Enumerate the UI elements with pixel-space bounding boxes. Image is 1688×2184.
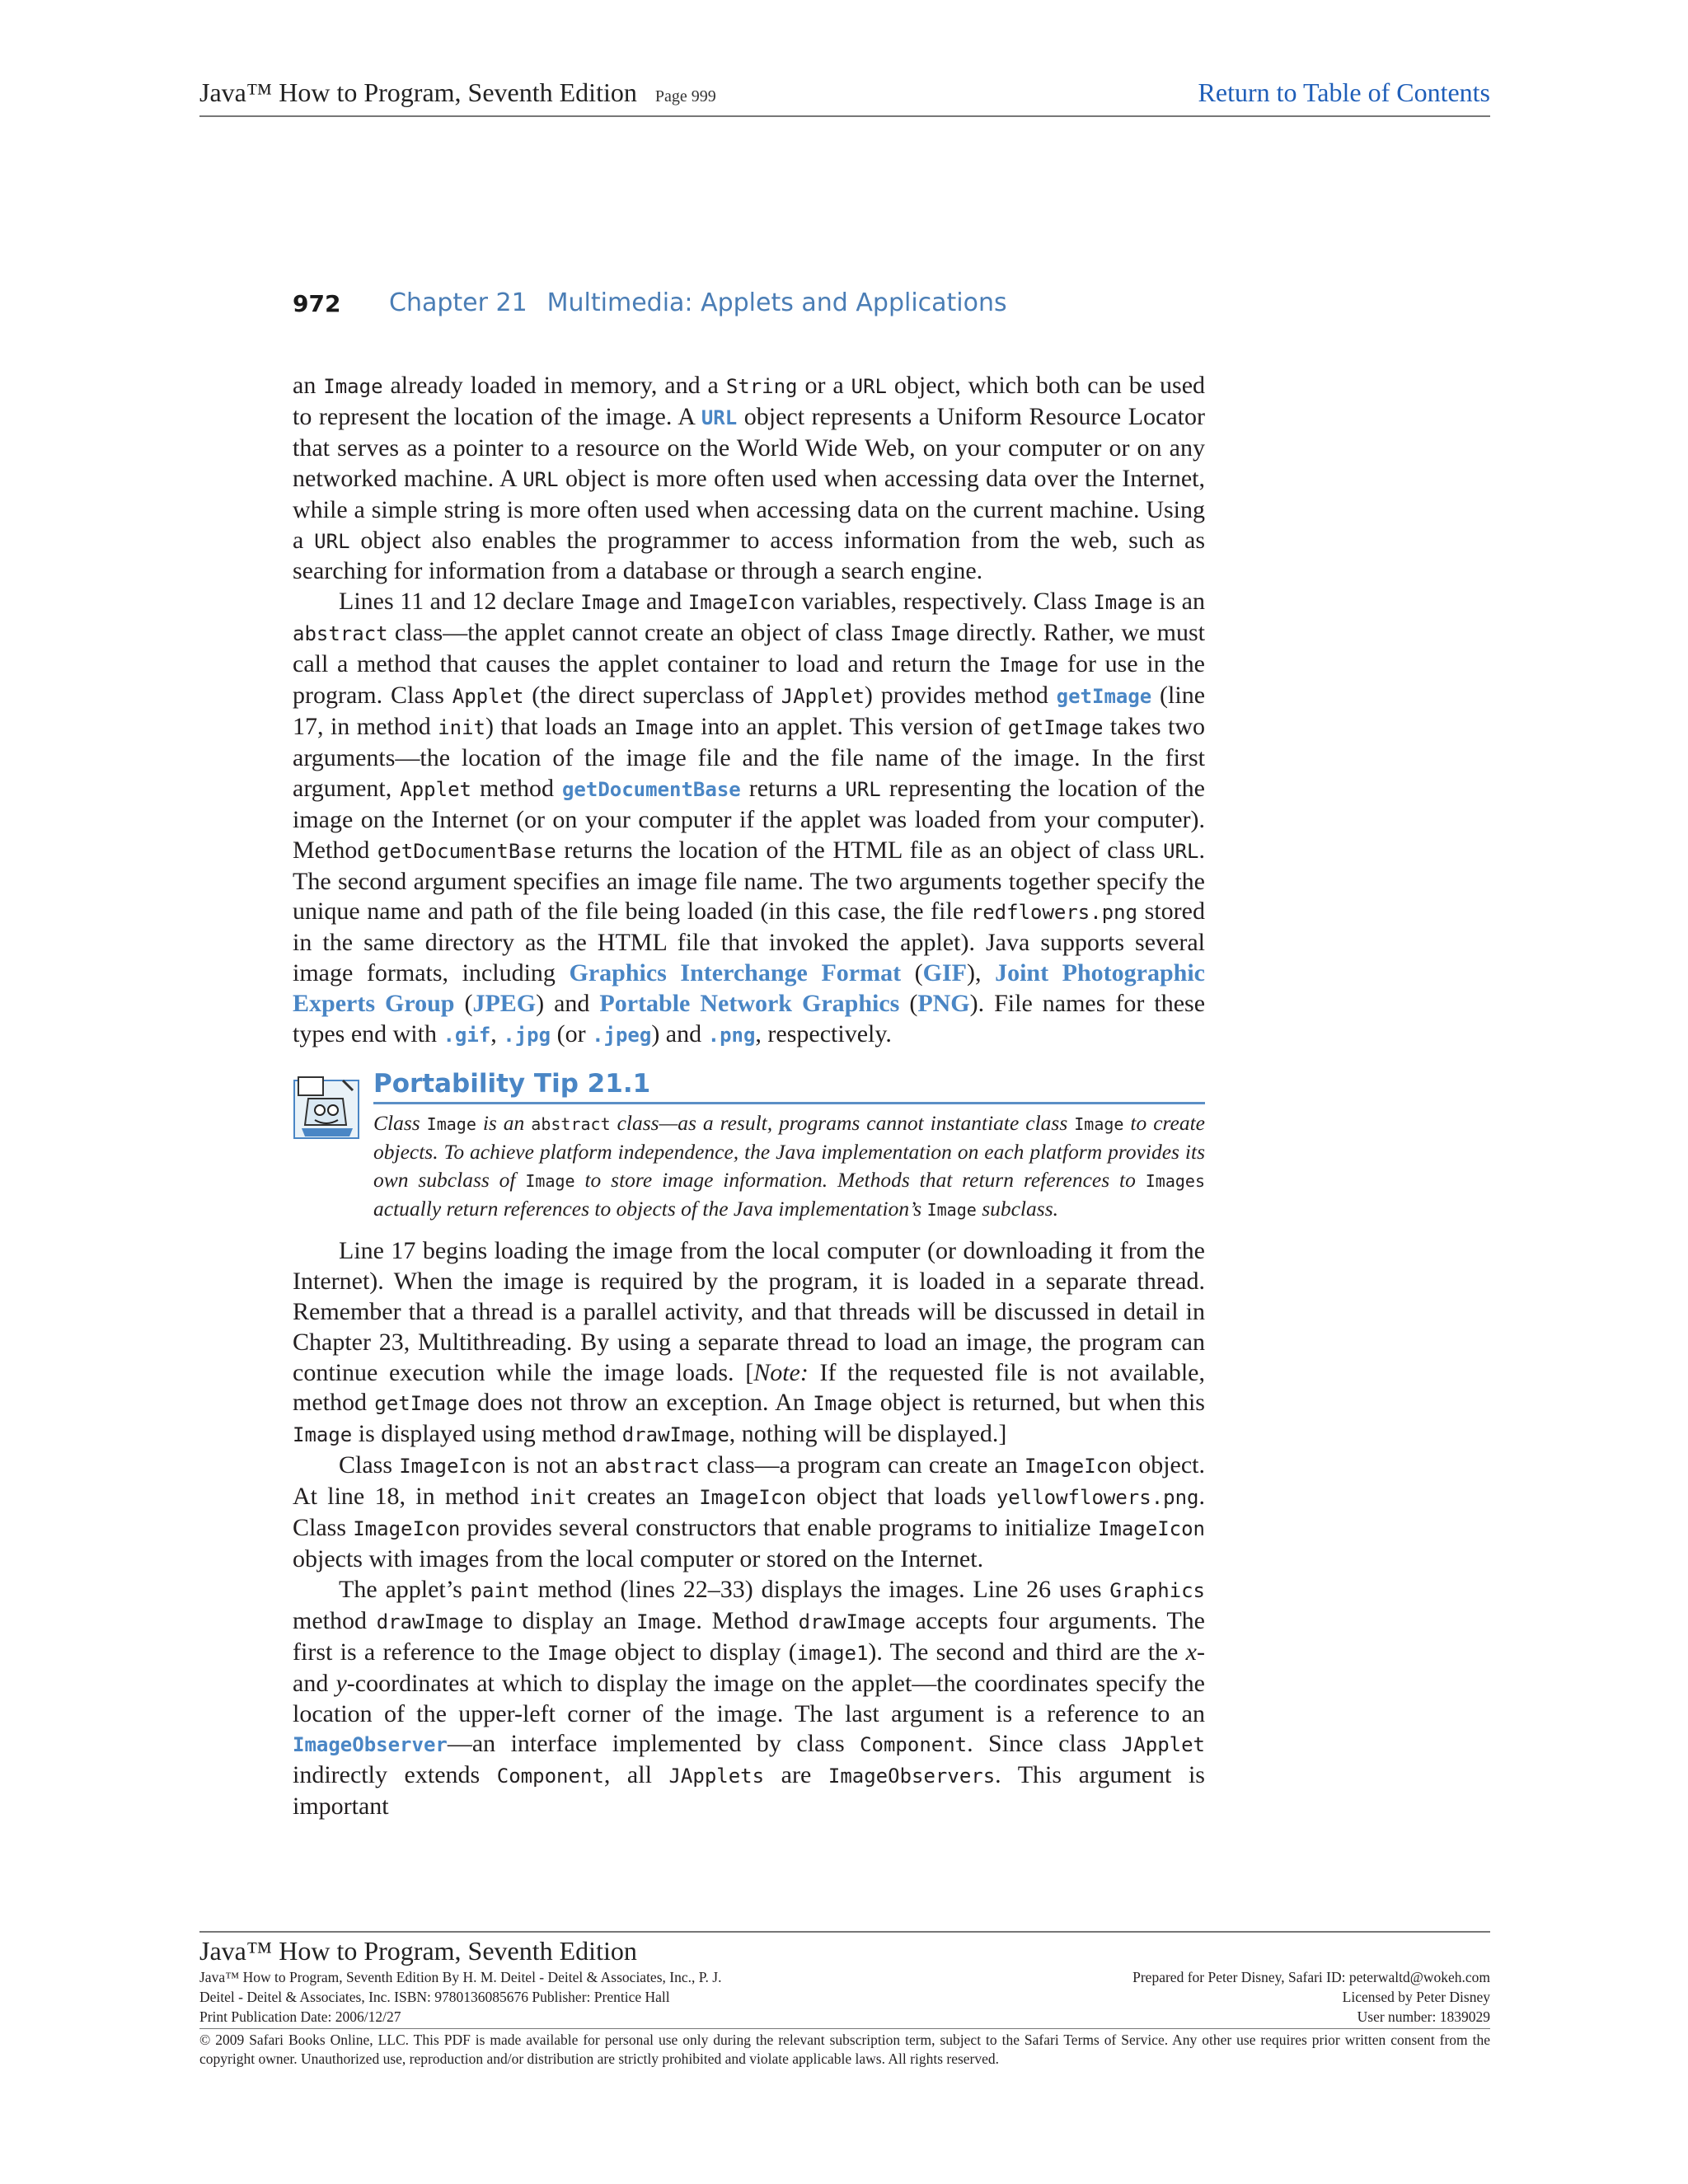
code-term: ImageIcon — [687, 591, 795, 615]
italic-text: y — [335, 1669, 347, 1697]
return-to-toc-link[interactable]: Return to Table of Contents — [1198, 77, 1490, 107]
text-run: already loaded in memory, and a — [382, 372, 726, 399]
code-term: drawImage — [621, 1423, 729, 1447]
key-term-jpeg-format: Joint Photographic Experts Group — [293, 959, 1205, 1018]
text-run: ) and — [536, 990, 600, 1018]
code-term: Image — [546, 1641, 607, 1665]
code-term: Image — [426, 1113, 476, 1134]
text-run: is an — [476, 1110, 532, 1135]
text-run: method — [471, 774, 562, 802]
code-term: abstract — [531, 1113, 611, 1134]
code-term: Component — [496, 1765, 604, 1788]
code-term: URL — [851, 375, 887, 398]
code-term: URL — [523, 467, 559, 491]
header-book-title — [199, 77, 716, 108]
code-term: Graphics — [1109, 1578, 1205, 1602]
code-term: Image — [1093, 591, 1153, 615]
text-run: .png — [707, 1024, 756, 1047]
text-run: .jpeg — [592, 1024, 652, 1047]
text-run: is an — [1152, 588, 1205, 616]
text-run: Prepared for Peter Disney, Safari ID: peterwaltd@wokeh.com — [1132, 1969, 1490, 1985]
code-term: paint — [470, 1578, 530, 1602]
text-run: accepts four arguments. The first is a reference to the — [293, 1606, 1205, 1666]
portability-tip — [293, 1067, 1205, 1225]
text-run: . Since class — [967, 1730, 1122, 1758]
text-run: GIF — [922, 959, 967, 987]
text-run: Java™ How to Program, Seventh Edition By H. M. Deitel - Deitel & Associates, Inc., P. J. — [199, 1969, 722, 1985]
code-term: ImageIcon — [1097, 1517, 1205, 1541]
text-run: .gif — [443, 1024, 491, 1047]
paragraph-3 — [293, 1236, 1205, 1451]
code-term: yellowflowers.png — [996, 1486, 1199, 1510]
text-run: Lines 11 and 12 declare — [339, 588, 581, 616]
text-run: ( — [454, 990, 473, 1018]
code-term: Component — [860, 1733, 968, 1757]
key-term-getimage: getImage — [1056, 685, 1152, 709]
chapter-heading — [389, 288, 1007, 317]
code-term: Images — [1145, 1170, 1205, 1191]
text-run: variables, respectively. Class — [795, 588, 1094, 616]
code-term: URL — [314, 529, 350, 553]
text-run: - and — [293, 1638, 1205, 1697]
key-term-png-format: Portable Network Graphics — [599, 990, 900, 1018]
header-page-label: Page 999 — [654, 87, 716, 105]
text-run: takes two arguments—the location of the image file and the file name of the image. In the first argument, — [293, 712, 1205, 802]
code-term: getDocumentBase — [377, 839, 556, 863]
text-run: ), — [966, 959, 996, 987]
text-run: , — [490, 1020, 504, 1048]
text-run: does not throw an exception. An — [469, 1389, 814, 1417]
tip-title: Portability Tip 21.1 — [373, 1067, 1205, 1104]
text-run: ). File names for these types end with — [293, 990, 1206, 1048]
portability-tip-icon — [292, 1074, 363, 1145]
code-term: init — [438, 715, 485, 739]
text-run: ( — [901, 959, 923, 987]
code-term: URL — [1163, 839, 1199, 863]
text-run: PNG — [917, 990, 970, 1018]
text-run: creates an — [576, 1483, 700, 1511]
text-run: object, which both can be used to represent the location of the image. A — [293, 372, 1206, 430]
text-run: User number: 1839029 — [1357, 2008, 1490, 2025]
code-term: Image — [999, 654, 1059, 677]
code-term: drawImage — [376, 1610, 484, 1633]
text-run: . Method — [696, 1606, 799, 1634]
text-run: are — [764, 1761, 828, 1789]
text-run: Class — [373, 1110, 427, 1135]
text-run: Deitel - Deitel & Associates, Inc. ISBN: 9780136085676 Publisher: Prentice Hall — [199, 1989, 670, 2005]
key-term-url: URL — [701, 405, 738, 429]
code-term: Image — [580, 591, 640, 615]
text-run: object represents a Uniform Resource Locator that serves as a pointer to a resource on the World Wide Web, on your computer or on any networked machine. A — [293, 402, 1205, 492]
chapter-title: Multimedia: Applets and Applications — [546, 288, 1007, 317]
text-run: . Class — [293, 1483, 1205, 1542]
code-term: image1 — [796, 1641, 869, 1665]
text-run: actually return references to objects of the Java implementation’s — [373, 1197, 927, 1221]
footer-copyright: © 2009 Safari Books Online, LLC. This PDF is made available for personal use only during the relevant subscription term, subject to the Safari Terms of Service. Any other use requires prior written consent from the copyright owner. Unauthorized use, reproduction and/or distribution are strictly prohibited and violate applicable laws. All rights reserved. — [199, 2028, 1490, 2069]
text-run: objects with images from the local computer or stored on the Internet. — [293, 1545, 984, 1572]
code-term: getImage — [374, 1392, 470, 1416]
text-run: object that loads — [806, 1483, 996, 1511]
code-term: JApplet — [781, 685, 865, 709]
text-run: If the requested file is not available, method — [293, 1358, 1205, 1417]
paragraph-5 — [293, 1575, 1205, 1822]
chapter-label: Chapter 21 — [389, 288, 528, 317]
code-term: Image — [634, 715, 694, 739]
text-run: object is more often used when accessing data over the Internet, while a simple string is more often used when accessing data on the current machine. Using a — [293, 464, 1205, 554]
text-run: (the direct superclass of — [523, 682, 781, 710]
text-run: method — [293, 1606, 377, 1634]
text-run: to store image information. Methods that return references to — [574, 1167, 1146, 1192]
code-term: init — [529, 1486, 577, 1510]
text-run: class—as a result, programs cannot instantiate class — [610, 1110, 1075, 1135]
italic-text: Note: — [753, 1358, 809, 1386]
code-term: ImageIcon — [353, 1517, 461, 1541]
code-term: Image — [889, 622, 950, 646]
text-run: ) provides method — [864, 682, 1057, 710]
code-term: String — [725, 375, 798, 398]
code-term: Applet — [452, 685, 524, 709]
text-run: subclass. — [976, 1197, 1058, 1221]
tip-text — [373, 1109, 1205, 1225]
paragraph-4 — [293, 1451, 1205, 1575]
header-title-text: Java™ How to Program, Seventh Edition — [199, 77, 637, 107]
text-run: (line 17, in method — [293, 682, 1206, 740]
text-run: returns a — [740, 774, 846, 802]
page-body — [293, 371, 1205, 1822]
paragraph-2 — [293, 587, 1205, 1051]
code-term: ImageObservers — [828, 1765, 996, 1788]
code-term: abstract — [604, 1455, 701, 1479]
text-run: Class — [339, 1451, 400, 1479]
text-run: .jpg — [503, 1024, 551, 1047]
code-term: Applet — [400, 777, 471, 801]
code-term: JApplet — [1121, 1733, 1205, 1757]
key-term-gif-format: Graphics Interchange Format — [569, 959, 902, 987]
footer-book-title: Java™ How to Program, Seventh Edition — [199, 1931, 1490, 1967]
text-run: Print Publication Date: 2006/12/27 — [199, 2008, 401, 2025]
code-term: ImageIcon — [699, 1486, 807, 1510]
paragraph-1 — [293, 371, 1205, 587]
text-run: for use in the program. Class — [293, 650, 1205, 710]
text-run: . The second argument specifies an image file name. The two arguments together specify the unique name and path of the file being loaded (in this case, the file — [293, 836, 1205, 926]
text-run: is not an — [506, 1451, 605, 1479]
page-header — [199, 74, 1490, 117]
text-run: ) and — [651, 1020, 708, 1048]
text-run: —an interface implemented by class — [447, 1730, 860, 1758]
code-term: redflowers.png — [970, 901, 1138, 925]
text-run: method (lines 22–33) displays the images. Line 26 uses — [529, 1575, 1110, 1603]
code-term: Image — [293, 1423, 353, 1447]
text-run: provides several constructors that enable programs to initialize — [460, 1514, 1098, 1542]
text-run: , nothing will be displayed.] — [729, 1420, 1007, 1448]
key-term-getdocumentbase: getDocumentBase — [561, 777, 741, 801]
text-run: (or — [551, 1020, 593, 1048]
text-run: object is returned, but when this — [872, 1389, 1205, 1417]
code-term: Image — [525, 1170, 575, 1191]
code-term: JApplets — [668, 1765, 765, 1788]
text-run: Licensed by Peter Disney — [1342, 1989, 1490, 2005]
text-run: object also enables the programmer to access information from the web, such as searching for information from a database or through a search engine. — [293, 526, 1205, 585]
text-run: , all — [603, 1761, 669, 1789]
text-run: JPEG — [472, 990, 537, 1018]
text-run: and — [640, 588, 688, 616]
code-term: ImageIcon — [399, 1455, 507, 1479]
page-footer — [199, 1931, 1490, 2069]
footer-publication-info — [199, 1967, 721, 2027]
text-run: , respectively. — [755, 1020, 892, 1048]
code-term: Image — [636, 1610, 696, 1633]
text-run: ( — [899, 990, 918, 1018]
text-run: returns the location of the HTML file as an object of class — [556, 836, 1164, 864]
page-number: 972 — [293, 290, 341, 317]
text-run: The applet’s — [339, 1575, 471, 1603]
code-term: Image — [813, 1392, 873, 1416]
text-run: representing the location of the image on the Internet (or on your computer if the applet was loaded from your computer). Method — [293, 774, 1205, 864]
text-run: ) that loads an — [485, 712, 635, 740]
code-term: abstract — [293, 622, 388, 646]
key-term-imageobserver: ImageObserver — [293, 1733, 448, 1757]
code-term: Image — [926, 1200, 977, 1221]
italic-text: x — [1185, 1638, 1197, 1666]
code-term: drawImage — [798, 1610, 906, 1633]
text-run: stored in the same directory as the HTML file that invoked the applet). Java supports several image formats, including — [293, 898, 1205, 987]
code-term: getImage — [1007, 715, 1104, 739]
code-term: ImageIcon — [1024, 1455, 1132, 1479]
text-run: to display an — [483, 1606, 637, 1634]
text-run: Line 17 begins loading the image from the local computer (or downloading it from the Internet). When the image is required by the program, it is loaded in a separate thread. Remember that a thread is a parallel activity, and that threads will be discussed in detail in Chapter 23, Multithreading. By using a separate thread to load an image, the program can continue execution while the image loads. [ — [293, 1236, 1205, 1386]
code-term: Image — [323, 375, 383, 398]
text-run: object to display ( — [607, 1638, 797, 1666]
footer-license-info — [1132, 1967, 1490, 2027]
text-run: to create objects. To achieve platform independence, the Java implementation on each platform provides its own subclass of — [373, 1110, 1205, 1192]
code-term: Image — [1074, 1113, 1124, 1134]
text-run: an — [293, 372, 324, 399]
text-run: ). The second and third are the — [868, 1638, 1186, 1666]
text-run: indirectly extends — [293, 1761, 497, 1789]
text-run: or a — [797, 372, 851, 399]
text-run: directly. Rather, we must call a method that causes the applet container to load and return the — [293, 619, 1205, 678]
footer-meta — [199, 1967, 1490, 2027]
text-run: -coordinates at which to display the image on the applet—the coordinates specify the location of the upper-left corner of the image. The last argument is a reference to an — [293, 1669, 1205, 1727]
text-run: class—a program can create an — [700, 1451, 1025, 1479]
text-run: is displayed using method — [352, 1420, 622, 1448]
code-term: URL — [845, 777, 881, 801]
text-run: into an applet. This version of — [693, 712, 1008, 740]
text-run: class—the applet cannot create an object of class — [387, 619, 890, 647]
text-run: . This argument is important — [293, 1761, 1205, 1821]
text-run: object. At line 18, in method — [293, 1451, 1205, 1511]
